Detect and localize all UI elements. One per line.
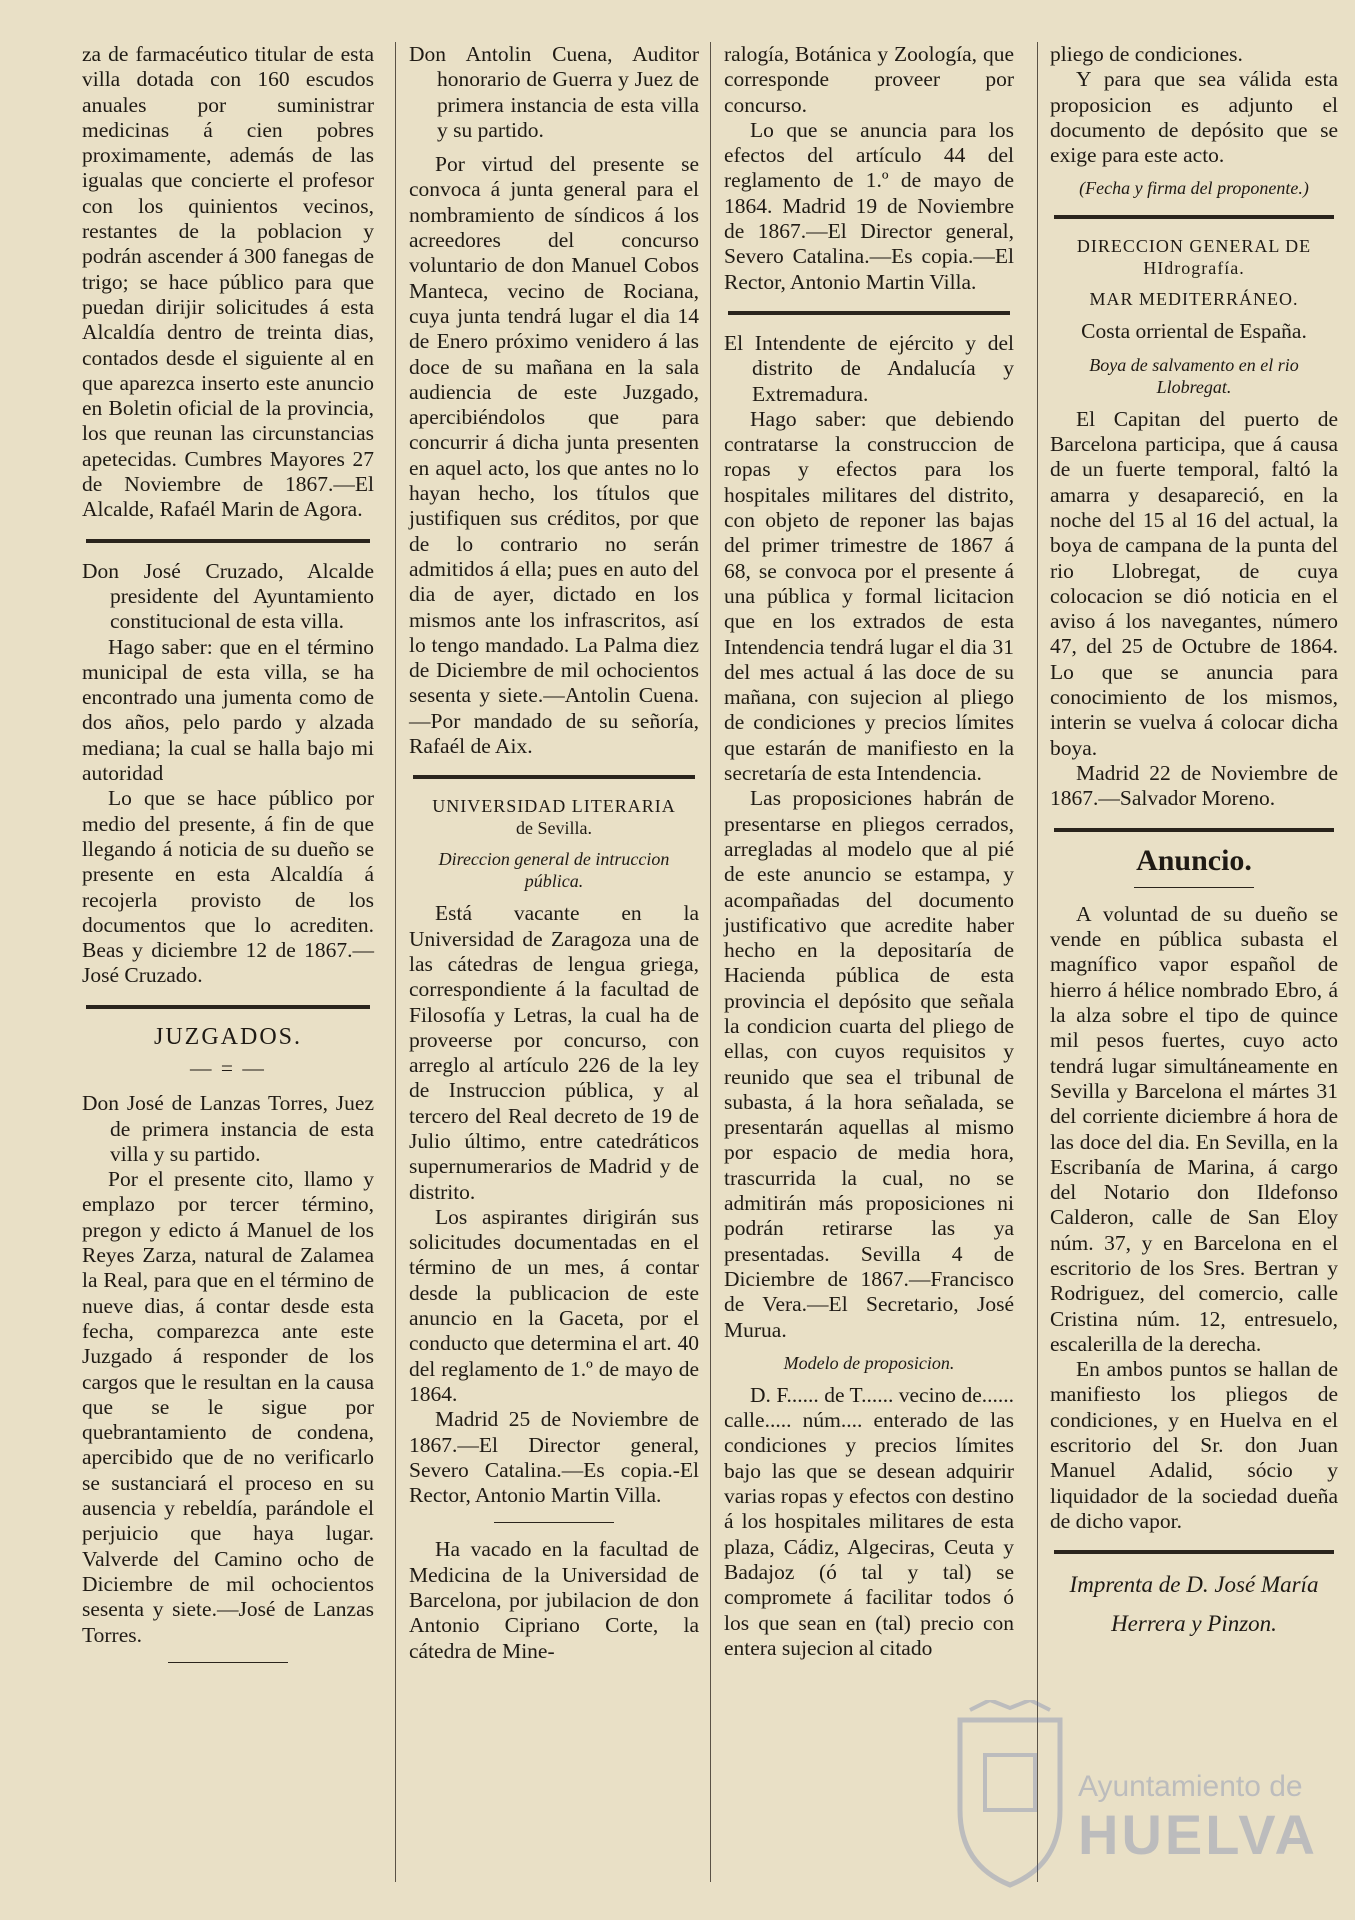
pharmacist-notice: za de farmacéutico titular de esta villa dotada con 160 escudos anuales por suministrar medicinas á cien pobres proximamente, además de las igualas que concierte el profesor con los quinientos vecinos, restantes de la poblacion y podrán ascender á 300 fanegas de trigo; se hace público para que puedan dirijir solicitudes á esta Alcaldía dentro de treinta dias, contados desde el siguiente al en que aparezca inserto este anuncio en Boletin oficial de la provincia, los que reunan las circunstancias apetecidas. Cumbres Mayores 27 de Noviembre de 1867.—El Alcalde, Rafaél Marin de Agora. [82, 42, 374, 522]
newspaper-page [82, 42, 1344, 1882]
intendant-heading: El Intendente de ejército y del distrito de Andalucía y Extremadura. [724, 330, 1014, 406]
watermark-logo [950, 1700, 1340, 1900]
direction-subtitle: Direccion general de intruccion pública. [438, 849, 670, 892]
vacancy-notice: Está vacante en la Universidad de Zaragoza una de las cátedras de lengua griega, correspondiente á la facultad de Filosofía y Letras, la cual ha de proveerse por concurso, con arreglo al artículo 226 de la ley de Instruccion pública, y al tercero del Real decreto de 19 de Julio último, entre catedráticos supernumerarios de Madrid y de distrito. [409, 901, 699, 1204]
short-divider [494, 1522, 614, 1523]
found-animal-notice-cont: Lo que se hace público por medio del presente, á fin de que llegando á noticia de su dueño se presente en esta Alcaldía á recojerla provisto de los documentos que lo acrediten. Beas y diciembre 12 de 1867.—José Cruzado. [82, 786, 374, 988]
column-divider [710, 42, 711, 1882]
medicine-vacancy: Ha vacado en la facultad de Medicina de la Universidad de Barcelona, por jubilacion de don Antonio Cipriano Corte, la cátedra de Mine- [409, 1537, 699, 1663]
judge-heading: Don José de Lanzas Torres, Juez de primera instancia de esta villa y su partido. [82, 1091, 374, 1166]
section-title-juzgados: JUZGADOS. [153, 1023, 302, 1050]
tender-notice: Hago saber: que debiendo contratarse la construccion de ropas y efectos para los hospitales militares del distrito, con objeto de reponer las bajas del primer trimestre de 1867 á 68, se convoca por el presente á una pública y formal licitacion que en los extrados de esta Intendencia tendrá lugar el dia 31 del mes actual á las doce de su mañana, con sujecion al pliego de condiciones y precios límites que estarán de manifiesto en la secretaría de esta Intendencia. [724, 406, 1014, 786]
university-title: UNIVERSIDAD LITERARIA [432, 796, 676, 817]
column-4 [1050, 42, 1338, 1882]
printer-line-1: Imprenta de D. José María [1069, 1572, 1319, 1598]
medicine-vacancy-cont: ralogía, Botánica y Zoología, que corresponde proveer por concurso. [724, 42, 1014, 117]
creditors-meeting-notice: Por virtud del presente se convoca á junta general para el nombramiento de síndicos á los acreedores del concurso voluntario de don Manuel Cobos Manteca, vecino de Rociana, cuya junta tendrá lugar el dia 14 de Enero próximo venidero á las doce de su mañana en la sala audiencia de este Juzgado, apercibiéndolos que para concurrir á dicha junta presenten en aquel acto, los que antes no lo hayan hecho, los títulos que justifiquen sus créditos, por que de lo contrario no serán admitidos á ella; pues en auto del dia de ayer, dictado en los mismos ante los infrascritos, así lo tengo mandado. La Palma diez de Diciembre de mil ochocientos sesenta y siete.—Antolin Cuena.—Por mandado de su señoría, Rafaél de Aix. [409, 152, 699, 759]
proposal-model-cont: pliego de condiciones. [1050, 42, 1243, 66]
buoy-notice: El Capitan del puerto de Barcelona participa, que á causa de un fuerte temporal, faltó la amarra y desapareció, en la noche del 15 al 16 del actual, la boya de campana de la punta del rio Llobregat, de cuya colocacion se dió noticia en el aviso á los navegantes, número 47, del 25 de Octubre de 1864. Lo que se anuncia para conocimiento de los mismos, interin se vuelva á colocar dicha boya. [1050, 406, 1338, 760]
advert-title: Anuncio. [1136, 843, 1252, 877]
sea-title: MAR MEDITERRÁNEO. [1089, 289, 1299, 310]
section-divider [86, 539, 370, 543]
watermark-line-2: HUELVA [1078, 1803, 1318, 1866]
mayor-heading: Don José Cruzado, Alcalde presidente del Ayuntamiento constitucional de esta villa. [82, 558, 374, 634]
auditor-heading: Don Antolin Cuena, Auditor honorario de Guerra y Juez de primera instancia de esta villa y su partido. [409, 42, 699, 142]
column-1 [82, 42, 374, 1882]
column-divider [1037, 42, 1038, 1882]
watermark-line-1: Ayuntamiento de [1078, 1770, 1303, 1803]
ornament-separator: — = — [190, 1055, 266, 1080]
section-divider [728, 311, 1010, 315]
proposal-validity: Y para que sea válida esta proposicion es adjunto el documento de depósito que se exige para este acto. [1050, 67, 1338, 168]
ship-auction-cont: En ambos puntos se hallan de manifiesto los pliegos de condiciones, y en Huelva en el escritorio del Sr. don Juan Manuel Adalid, sócio y liquidador de la sociedad dueña de dicho vapor. [1050, 1357, 1338, 1533]
column-divider [395, 42, 396, 1882]
signature-placeholder: (Fecha y firma del proponente.) [1079, 178, 1309, 199]
medicine-vacancy-signature: Lo que se anuncia para los efectos del artículo 44 del reglamento de 1.º de mayo de 1864. Madrid 19 de Noviembre de 1867.—El Director general, Severo Catalina.—Es copia.—El Rector, Antonio Martin Villa. [724, 117, 1014, 294]
coast-title: Costa orriental de España. [1081, 319, 1307, 344]
tender-proposals: Las proposiciones habrán de presentarse en pliegos cerrados, arregladas al modelo que al pié de este anuncio se estampa, y acompañadas del documento justificativo que acredite haber hecho en la depositaría de Hacienda pública de esta provincia el depósito que señala la condicion cuarta del pliego de ellas, con cuyos requisitos y reunido que sea el tribunal de subasta, á la hora señalada, se presentarán aquellas al mismo por espacio de media hora, trascurrida la cual, no se admitirán más proposiciones ni podrán retirarse las ya presentadas. Sevilla 4 de Diciembre de 1867.—Francisco de Vera.—El Secretario, José Murua. [724, 786, 1014, 1342]
short-divider [1134, 887, 1254, 888]
proposal-model-title: Modelo de proposicion. [783, 1352, 955, 1373]
buoy-title: Boya de salvamento en el rio Llobregat. [1089, 354, 1299, 397]
section-divider [413, 775, 695, 779]
coat-of-arms-icon [950, 1700, 1070, 1890]
university-subtitle: de Sevilla. [516, 818, 592, 839]
short-divider [168, 1662, 288, 1663]
column-2 [409, 42, 699, 1882]
printer-line-2: Herrera y Pinzon. [1111, 1611, 1277, 1637]
ship-auction-notice: A voluntad de su dueño se vende en pública subasta el magnífico vapor español de hierro á hélice nombrado Ebro, á la alza sobre el tipo de quince mil pesos fuertes, cuyo acto tendrá lugar simultáneamente en Sevilla y Barcelona el mártes 31 del corriente diciembre á hora de las doce del dia. En Sevilla, en la Escribanía de Marina, á cargo del Notario don Ildefonso Calderon, calle de San Eloy núm. 37, y en Barcelona en el escritorio de los Sres. Bertran y Rodriguez, del comercio, calle Cristina núm. 12, entresuelo, escalerilla de la derecha. [1050, 901, 1338, 1356]
column-3 [724, 42, 1014, 1882]
buoy-signature: Madrid 22 de Noviembre de 1867.—Salvador Moreno. [1050, 760, 1338, 811]
vacancy-applications: Los aspirantes dirigirán sus solicitudes documentadas en el término de un mes, á contar desde la publicacion de este anuncio en la Gaceta, por el conducto que determina el art. 40 del reglamento de 1.º de mayo de 1864. [409, 1204, 699, 1406]
summons-notice: Por el presente cito, llamo y emplazo por tercer término, pregon y edicto á Manuel de los Reyes Zarza, natural de Zalamea la Real, para que en el término de nueve dias, á contar desde esta fecha, comparezca ante este Juzgado á responder de los cargos que le resultan en la causa que se le sigue por quebrantamiento de condena, apercibido que de no verificarlo se sustanciará el proceso en su ausencia y rebeldía, parándole el perjuicio que haya lugar. Valverde del Camino ocho de Diciembre de mil ochocientos sesenta y siete.—José de Lanzas Torres. [82, 1167, 374, 1647]
section-divider [1054, 215, 1334, 219]
found-animal-notice: Hago saber: que en el término municipal de esta villa, se ha encontrado una jumenta como de dos años, pelo pardo y alzada mediana; la cual se halla bajo mi autoridad [82, 634, 374, 786]
section-divider [1054, 828, 1334, 832]
section-divider [86, 1005, 370, 1009]
vacancy-signature: Madrid 25 de Noviembre de 1867.—El Director general, Severo Catalina.—Es copia.-El Rector, Antonio Martin Villa. [409, 1407, 699, 1508]
hydrography-title: DIRECCION GENERAL DE HIdrografía. [1076, 236, 1312, 279]
section-divider [1054, 1550, 1334, 1554]
proposal-model-text: D. F...... de T...... vecino de...... calle..... núm.... enterado de las condiciones y precios límites bajo las que se desean adquirir varias ropas y efectos con destino á los hospitales militares de esta plaza, Cádiz, Algeciras, Ceuta y Badajoz (ó tal y tal) se compromete á facilitar todos ó los que sean en (tal) precio con entera sujecion al citado [724, 1382, 1014, 1660]
